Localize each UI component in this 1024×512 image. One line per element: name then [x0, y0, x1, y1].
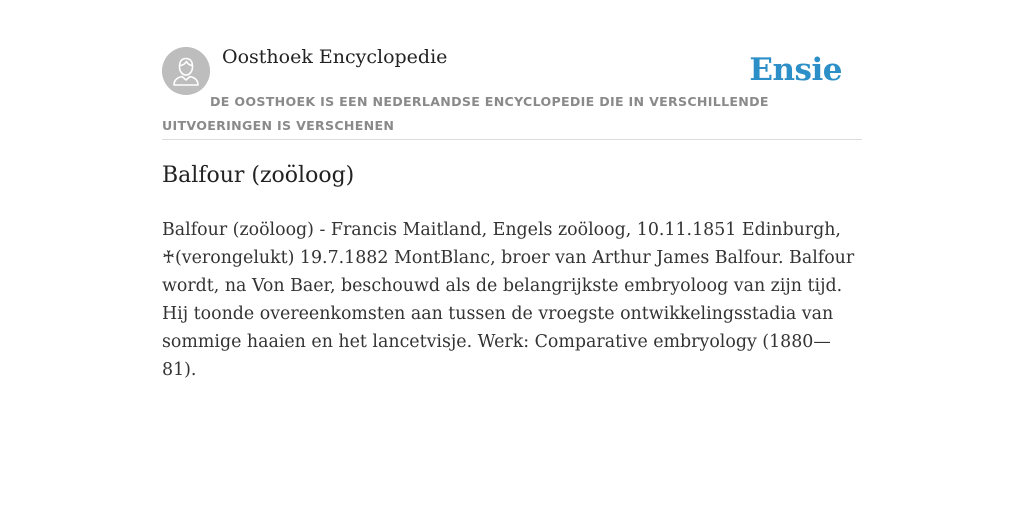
- source-header: [162, 46, 862, 140]
- article-title: Balfour (zoöloog): [162, 163, 355, 188]
- user-silhouette-icon[interactable]: [162, 47, 210, 95]
- brand-logo[interactable]: Ensie: [749, 52, 842, 88]
- source-title[interactable]: Oosthoek Encyclopedie: [222, 46, 448, 68]
- page-container: [162, 46, 862, 380]
- source-tagline: DE OOSTHOEK IS EEN NEDERLANDSE ENCYCLOPEDIE DIE IN VERSCHILLENDE UITVOERINGEN IS VERSCHENEN: [162, 94, 769, 133]
- article-body: Balfour (zoöloog) - Francis Maitland, Engels zoöloog, 10.11.1851 Edinburgh, ♰(verongelukt) 19.7.1882 MontBlanc, broer van Arthur James Balfour. Balfour wordt, na Von Baer, beschouwd als de belangrijkste embryoloog van zijn tijd. Hij toonde overeenkomsten aan tussen de vroegste ontwikkelingsstadia van sommige haaien en het lancetvisje. Werk: Comparative embryology (1880—81).: [162, 220, 855, 380]
